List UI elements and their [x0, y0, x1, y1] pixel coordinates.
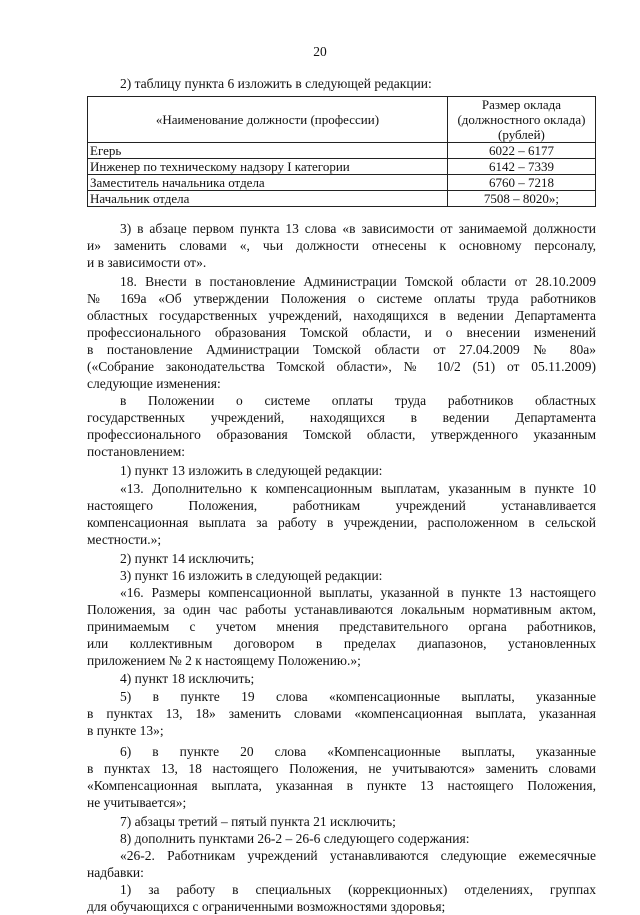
text-line: («Собрание законодательства Томской области», № 10/2 (51) от 05.11.2009): [87, 359, 596, 374]
text-line: в постановление Администрации Томской области от 27.04.2009 № 80а»: [87, 342, 596, 357]
text-line: 5) в пункте 19 слова «компенсационные выплаты, указанные: [120, 689, 596, 704]
text-line: в пунктах 13, 18 настоящего Положения, не учитываются» заменить словами: [87, 761, 596, 776]
text-line: № 169а «Об утверждении Положения о системе оплаты труда работников: [87, 291, 596, 306]
table-header-row: [88, 97, 596, 143]
text-line: 1) за работу в специальных (коррекционных) отделениях, группах: [120, 882, 596, 897]
text-line: 6) в пункте 20 слова «Компенсационные выплаты, указанные: [120, 744, 596, 759]
text-line: компенсационная выплата за работу в учреждении, расположенном в сельской: [87, 515, 596, 530]
salary-table: [87, 96, 596, 207]
table-row: [88, 175, 596, 191]
salary-range: 6022 – 6177: [447, 143, 595, 159]
table-row: [88, 143, 596, 159]
table-intro: 2) таблицу пункта 6 изложить в следующей редакции:: [120, 76, 432, 91]
text-line: принимаемым с учетом мнения представительного органа работников,: [87, 619, 596, 634]
text-line: профессионального образования Томской области, утвержденного указанным: [87, 427, 596, 442]
text-line: местности.»;: [87, 532, 162, 547]
text-line: 2) пункт 14 исключить;: [120, 551, 255, 566]
text-line: 7) абзацы третий – пятый пункта 21 исключить;: [120, 814, 396, 829]
position-name: Егерь: [88, 143, 448, 159]
table-row: [88, 191, 596, 207]
header-salary: Размер оклада (должностного оклада) (рублей): [447, 97, 595, 143]
text-line: настоящего Положения, работникам учреждений устанавливается: [87, 498, 596, 513]
text-line: и в зависимости от».: [87, 255, 207, 270]
text-line: 3) в абзаце первом пункта 13 слова «в зависимости от занимаемой должности: [120, 221, 596, 236]
text-line: Положения, за один час работы устанавливаются локальным нормативным актом,: [87, 602, 596, 617]
text-line: профессионального образования Томской области, и о внесении изменений: [87, 325, 596, 340]
position-name: Инженер по техническому надзору I категории: [88, 159, 448, 175]
text-line: «Компенсационная выплата, указанная в пункте 13 настоящего Положения,: [87, 778, 596, 793]
text-line: государственных учреждений, находящихся в ведении Департамента: [87, 410, 596, 425]
salary-range: 6760 – 7218: [447, 175, 595, 191]
text-line: 3) пункт 16 изложить в следующей редакции:: [120, 568, 383, 583]
page-number: 20: [313, 44, 327, 59]
text-line: в пункте 13»;: [87, 723, 164, 738]
table-row: [88, 159, 596, 175]
text-line: и» заменить словами «, чьи должности отнесены к основному персоналу,: [87, 238, 596, 253]
text-line: 4) пункт 18 исключить;: [120, 671, 255, 686]
text-line: областных государственных учреждений, находящихся в ведении Департамента: [87, 308, 596, 323]
header-position: «Наименование должности (профессии): [88, 97, 448, 143]
position-name: Начальник отдела: [88, 191, 448, 207]
text-line: в Положении о системе оплаты труда работников областных: [120, 393, 596, 408]
text-line: надбавки:: [87, 865, 144, 880]
position-name: Заместитель начальника отдела: [88, 175, 448, 191]
text-line: следующие изменения:: [87, 376, 221, 391]
text-line: для обучающихся с ограниченными возможностями здоровья;: [87, 899, 446, 914]
text-line: «13. Дополнительно к компенсационным выплатам, указанным в пункте 10: [120, 481, 596, 496]
salary-range: 6142 – 7339: [447, 159, 595, 175]
text-line: «16. Размеры компенсационной выплаты, указанной в пункте 13 настоящего: [120, 585, 596, 600]
salary-range: 7508 – 8020»;: [447, 191, 595, 207]
text-line: постановлением:: [87, 444, 185, 459]
text-line: 8) дополнить пунктами 26-2 – 26-6 следующего содержания:: [120, 831, 470, 846]
text-line: 18. Внести в постановление Администрации Томской области от 28.10.2009: [120, 274, 596, 289]
text-line: не учитывается»;: [87, 795, 187, 810]
text-line: или коллективным договором в пределах диапазонов, установленных: [87, 636, 596, 651]
text-line: в пунктах 13, 18» заменить словами «компенсационная выплата, указанная: [87, 706, 596, 721]
text-line: 1) пункт 13 изложить в следующей редакции:: [120, 463, 383, 478]
text-line: «26-2. Работникам учреждений устанавливаются следующие ежемесячные: [120, 848, 596, 863]
text-line: приложением № 2 к настоящему Положению.»;: [87, 653, 361, 668]
